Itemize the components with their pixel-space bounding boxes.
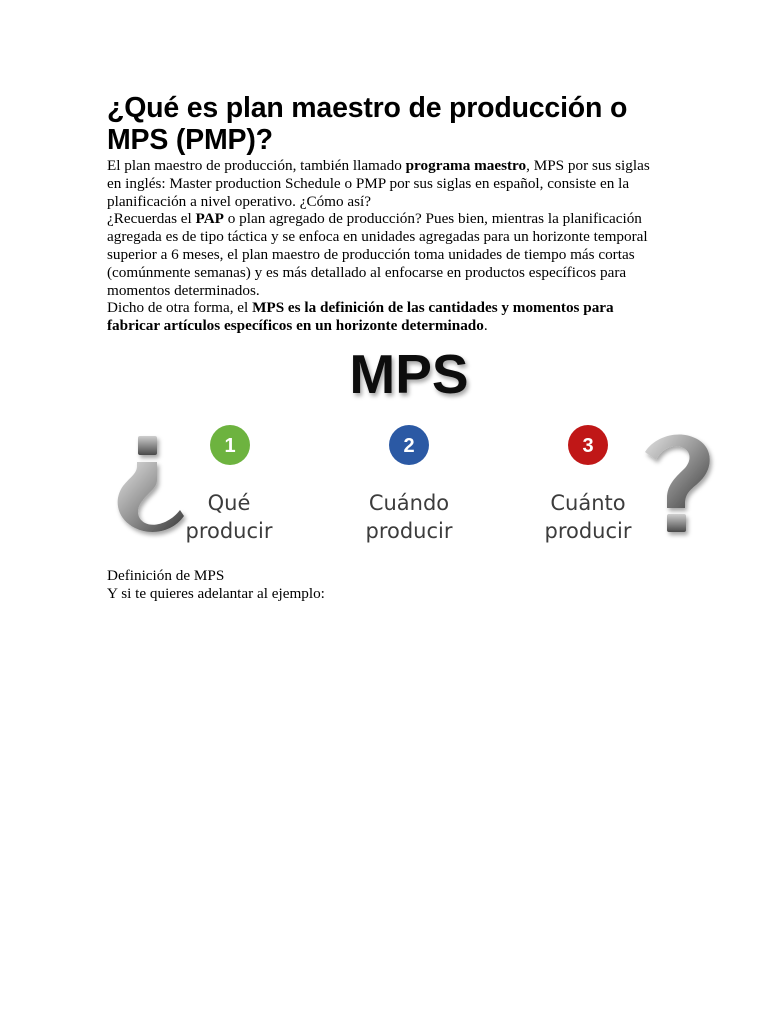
inverted-question-mark-icon: [118, 436, 184, 532]
question-mark-icon: [645, 434, 710, 532]
mps-diagram: [107, 338, 717, 553]
paragraph-intro-bold: programa maestro: [405, 157, 527, 174]
step-1: [185, 425, 272, 543]
paragraph-definition-text-2: .: [483, 317, 488, 335]
paragraph-intro: [107, 157, 667, 210]
paragraph-pap-text-2: o plan agregado de producción? Pues bien, mientras la planificación agregada es de tipo táctica y se enfoca en unidades agregadas para un horizonte temporal superior a 6 meses, el plan maestro de producción toma unidades de tiempo más cortas (comúnmente semanas) y es más detallado al enfocarse en productos específicos para momentos determinados.: [107, 210, 648, 299]
paragraph-intro-text-2: , MPS por sus siglas en inglés: Master production Schedule o PMP por sus siglas en español, consiste en la planificación a nivel operativo. ¿Cómo así?: [107, 157, 650, 210]
paragraph-intro-text-1: El plan maestro de producción, también llamado: [107, 157, 406, 174]
step-2-label-line2: producir: [365, 519, 453, 543]
paragraph-definition-text-1: Dicho de otra forma, el: [107, 299, 253, 317]
caption-line-1: Definición de MPS: [107, 567, 225, 584]
paragraph-definition-bold: MPS es la definición de las cantidades y momentos para fabricar artículos específicos en un horizonte determinado: [107, 299, 614, 335]
paragraph-definition: [107, 299, 667, 335]
page-title: ¿Qué es plan maestro de producción o MPS (PMP)?: [107, 92, 628, 156]
mps-figure: [107, 338, 717, 553]
article: [107, 92, 667, 335]
caption-line-2: Y si te quieres adelantar al ejemplo:: [107, 584, 325, 602]
step-3-label-line1: Cuánto: [550, 491, 626, 515]
step-3: [544, 425, 631, 543]
paragraph-pap: [107, 210, 667, 299]
paragraph-pap-text-1: ¿Recuerdas el: [107, 210, 196, 228]
step-1-number: 1: [224, 435, 236, 457]
figure-caption: [107, 567, 667, 603]
step-2-label-line1: Cuándo: [368, 491, 450, 515]
step-3-label-line2: producir: [544, 519, 632, 543]
step-1-label-line1: Qué: [207, 491, 251, 515]
figure-title: MPS: [349, 343, 469, 405]
step-1-label-line2: producir: [185, 519, 273, 543]
paragraph-pap-bold: PAP: [195, 210, 224, 228]
step-3-number: 3: [582, 435, 594, 457]
step-2: [365, 425, 452, 543]
step-2-number: 2: [403, 435, 415, 457]
